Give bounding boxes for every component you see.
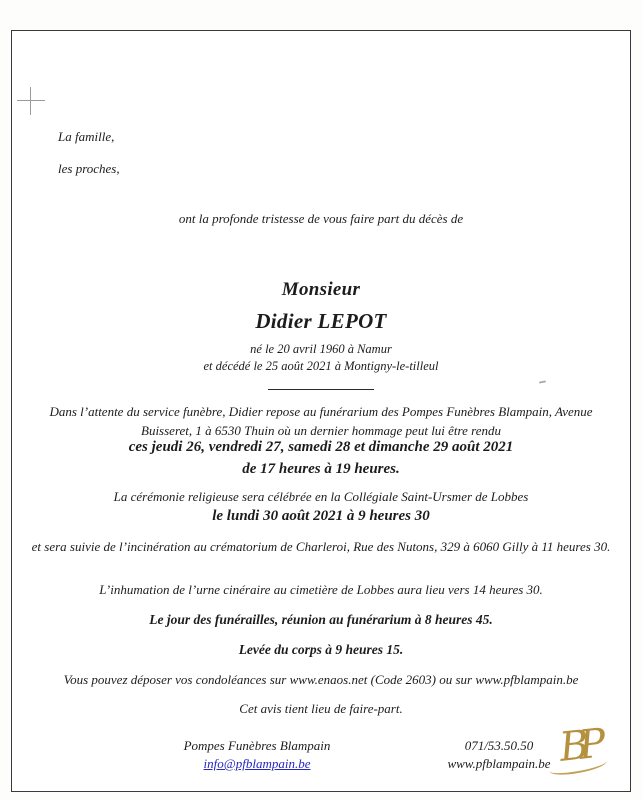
funeral-meeting-line: Le jour des funérailles, réunion au funérarium à 8 heures 45.	[149, 612, 493, 627]
civility-title: Monsieur	[281, 279, 361, 300]
birth-line: né le 20 avril 1960 à Namur	[250, 342, 392, 356]
family-line: La famille,	[58, 129, 115, 144]
phone-number: 071/53.50.50	[464, 738, 534, 753]
relatives-line: les proches,	[58, 161, 120, 176]
funeral-home-name: Pompes Funèbres Blampain	[183, 738, 331, 753]
notice-line: Cet avis tient lieu de faire-part.	[239, 701, 403, 716]
repose-paragraph: Dans l’attente du service funèbre, Didier repose au funérarium des Pompes Funèbres Blampain, Avenue Buisseret, 1 à 6530 Thuin où un dernier hommage peut lui être rendu	[49, 404, 593, 438]
condolences-line: Vous pouvez déposer vos condoléances sur www.enaos.net (Code 2603) ou sur www.pfblampain.be	[63, 672, 579, 687]
divider-rule	[268, 389, 374, 390]
document-border-frame	[11, 30, 631, 792]
deceased-name: Didier LEPOT	[255, 309, 387, 333]
ceremony-line: La cérémonie religieuse sera célébrée en la Collégiale Saint-Ursmer de Lobbes	[113, 489, 529, 504]
body-removal-line: Levée du corps à 9 heures 15.	[238, 642, 404, 657]
intro-line: ont la profonde tristesse de vous faire part du décès de	[178, 211, 464, 226]
company-logo: BP	[532, 717, 623, 782]
death-line: et décédé le 25 août 2021 à Montigny-le-tilleul	[203, 359, 439, 373]
visiting-days-line: ces jeudi 26, vendredi 27, samedi 28 et dimanche 29 août 2021	[128, 439, 514, 455]
email-link[interactable]: info@pfblampain.be	[203, 756, 311, 771]
visiting-hours-line: de 17 heures à 19 heures.	[242, 461, 400, 477]
website-url: www.pfblampain.be	[447, 756, 551, 771]
registration-mark-icon	[17, 87, 45, 115]
cremation-paragraph: et sera suivie de l’incinération au crématorium de Charleroi, Rue des Nutons, 329 à 6060 Gilly à 11 heures 30.	[31, 539, 611, 554]
inhumation-line: L’inhumation de l’urne cinéraire au cimetière de Lobbes aura lieu vers 14 heures 30.	[99, 582, 543, 597]
ceremony-date-line: le lundi 30 août 2021 à 9 heures 30	[212, 508, 430, 524]
scan-speck	[539, 380, 546, 383]
